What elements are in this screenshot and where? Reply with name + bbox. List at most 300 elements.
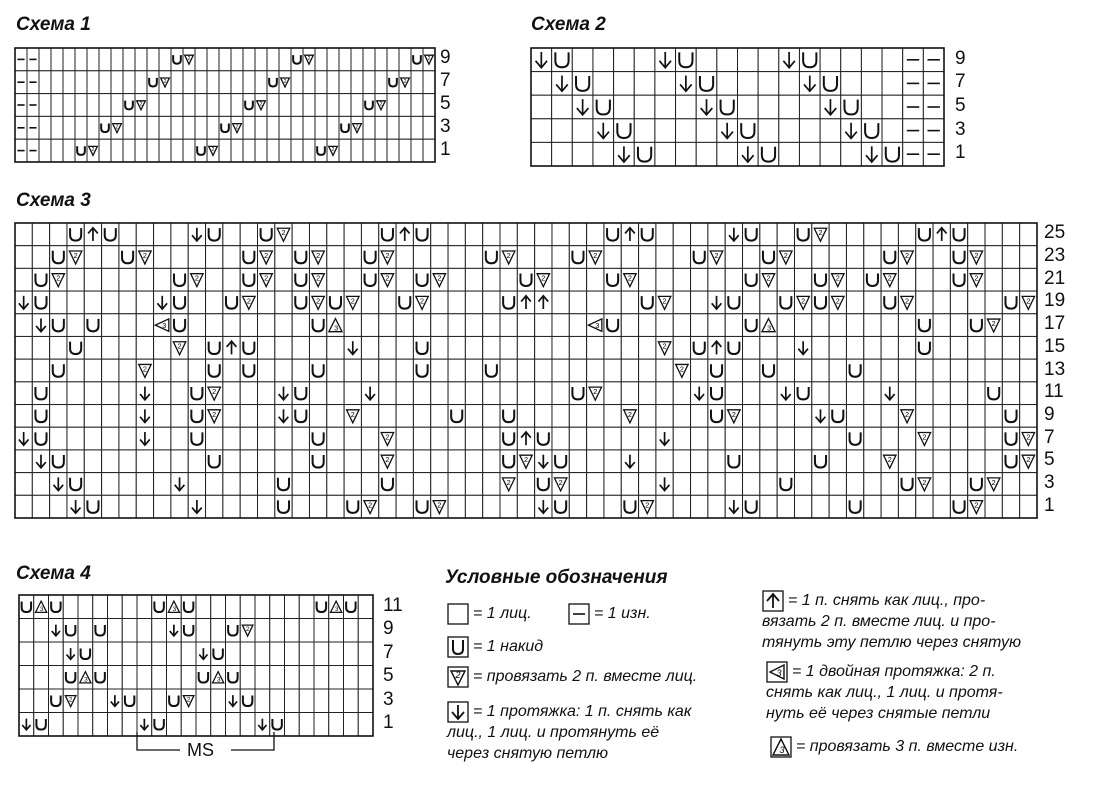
grid-cell (15, 450, 32, 473)
grid-cell (448, 382, 465, 405)
grid-cell (517, 495, 534, 518)
grid-cell (812, 359, 829, 382)
grid-cell (75, 48, 87, 71)
grid-cell (587, 291, 604, 314)
grid-cell (15, 405, 32, 428)
grid-cell (846, 473, 863, 496)
ms-label: MS (187, 740, 214, 760)
grid-cell (673, 405, 690, 428)
grid-cell (171, 223, 188, 246)
grid-cell (846, 223, 863, 246)
svg-text:2: 2 (385, 455, 390, 465)
row-number: 1 (1044, 494, 1055, 516)
grid-cell (379, 495, 396, 518)
grid-cell (361, 450, 378, 473)
row-number: 13 (1044, 358, 1066, 380)
grid-cell (396, 473, 413, 496)
grid-cell (19, 689, 34, 713)
grid-cell (760, 382, 777, 405)
svg-text:2: 2 (627, 273, 632, 283)
grid-cell (50, 223, 67, 246)
grid-cell (656, 382, 673, 405)
svg-text:2: 2 (887, 273, 892, 283)
grid-cell (758, 72, 779, 96)
grid-cell (483, 336, 500, 359)
svg-text:2: 2 (645, 500, 650, 510)
grid-cell (673, 268, 690, 291)
grid-cell (159, 94, 171, 117)
grid-cell (122, 619, 137, 643)
svg-text:2: 2 (593, 250, 598, 260)
grid-cell (829, 473, 846, 496)
grid-cell (167, 666, 182, 690)
grid-cell (593, 48, 614, 72)
grid-cell (399, 116, 411, 139)
grid-cell (102, 473, 119, 496)
row-number: 19 (1044, 290, 1066, 312)
grid-cell (327, 359, 344, 382)
grid-cell (387, 139, 399, 162)
grid-cell (279, 48, 291, 71)
grid-cell (291, 71, 303, 94)
grid-cell (195, 116, 207, 139)
grid-cell (136, 473, 153, 496)
row-number: 3 (955, 118, 966, 140)
grid-cell (309, 473, 326, 496)
grid-cell (535, 405, 552, 428)
grid-cell (448, 473, 465, 496)
grid-cell (691, 291, 708, 314)
grid-cell (219, 71, 231, 94)
grid-cell (136, 314, 153, 337)
grid-cell (673, 473, 690, 496)
grid-cell (108, 642, 123, 666)
grid-cell (655, 142, 676, 166)
grid-cell (552, 427, 569, 450)
grid-cell (933, 336, 950, 359)
grid-cell (777, 314, 794, 337)
row-number: 17 (1044, 313, 1066, 335)
grid-cell (552, 405, 569, 428)
grid-cell (154, 359, 171, 382)
grid-cell (93, 642, 108, 666)
grid-cell (181, 666, 196, 690)
grid-cell (552, 142, 573, 166)
grid-cell (569, 268, 586, 291)
grid-cell (950, 427, 967, 450)
grid-cell (159, 48, 171, 71)
grid-cell (122, 642, 137, 666)
grid-cell (63, 713, 78, 737)
grid-cell (63, 595, 78, 619)
knit-two-together-icon (447, 666, 469, 688)
grid-cell (535, 314, 552, 337)
grid-cell (846, 246, 863, 269)
grid-cell (535, 359, 552, 382)
grid-cell (708, 473, 725, 496)
grid-cell (258, 291, 275, 314)
grid-cell (314, 689, 329, 713)
grid-cell (147, 48, 159, 71)
grid-cell (327, 116, 339, 139)
grid-cell (1020, 246, 1037, 269)
row-number: 9 (383, 618, 394, 640)
grid-cell (159, 116, 171, 139)
grid-cell (758, 119, 779, 143)
grid-cell (933, 495, 950, 518)
grid-cell (327, 71, 339, 94)
grid-cell (243, 48, 255, 71)
grid-cell (593, 142, 614, 166)
grid-cell (361, 314, 378, 337)
grid-cell (171, 116, 183, 139)
grid-cell (861, 95, 882, 119)
grid-cell (794, 495, 811, 518)
grid-cell (314, 666, 329, 690)
scheme-4-grid (18, 594, 374, 737)
grid-cell (49, 666, 64, 690)
grid-cell (379, 336, 396, 359)
grid-cell (188, 473, 205, 496)
grid-cell (135, 71, 147, 94)
legend-yo-text: = 1 накид (473, 638, 544, 655)
grid-cell (794, 473, 811, 496)
grid-cell (152, 619, 167, 643)
grid-cell (137, 689, 152, 713)
grid-cell (655, 95, 676, 119)
grid-cell (375, 139, 387, 162)
grid-cell (50, 382, 67, 405)
grid-cell (950, 473, 967, 496)
grid-cell (1020, 495, 1037, 518)
grid-cell (846, 291, 863, 314)
row-number: 3 (383, 688, 394, 710)
grid-cell (32, 223, 49, 246)
grid-cell (344, 450, 361, 473)
grid-cell (587, 473, 604, 496)
grid-cell (314, 642, 329, 666)
grid-cell (794, 405, 811, 428)
grid-cell (358, 619, 373, 643)
grid-cell (196, 595, 211, 619)
grid-cell (67, 450, 84, 473)
grid-cell (119, 495, 136, 518)
grid-cell (363, 48, 375, 71)
grid-cell (604, 382, 621, 405)
grid-cell (396, 405, 413, 428)
grid-cell (569, 473, 586, 496)
svg-text:2: 2 (679, 364, 684, 374)
grid-cell (465, 382, 482, 405)
grid-cell (206, 291, 223, 314)
grid-cell (279, 116, 291, 139)
grid-cell (135, 139, 147, 162)
grid-cell (448, 291, 465, 314)
grid-cell (78, 595, 93, 619)
grid-cell (465, 268, 482, 291)
grid-cell (448, 450, 465, 473)
grid-cell (32, 359, 49, 382)
svg-text:2: 2 (991, 477, 996, 487)
grid-cell (656, 223, 673, 246)
grid-cell (285, 713, 300, 737)
grid-cell (207, 94, 219, 117)
grid-cell (111, 94, 123, 117)
grid-cell (329, 666, 344, 690)
svg-text:2: 2 (142, 364, 147, 374)
grid-cell (67, 268, 84, 291)
grid-cell (673, 450, 690, 473)
grid-cell (255, 48, 267, 71)
grid-cell (154, 495, 171, 518)
purl-icon (568, 603, 590, 625)
grid-cell (794, 427, 811, 450)
grid-cell (431, 450, 448, 473)
grid-cell (552, 95, 573, 119)
grid-cell (587, 359, 604, 382)
grid-cell (552, 268, 569, 291)
svg-text:2: 2 (1026, 296, 1031, 306)
grid-cell (812, 314, 829, 337)
grid-cell (327, 427, 344, 450)
grid-cell (500, 382, 517, 405)
grid-cell (375, 116, 387, 139)
grid-cell (950, 405, 967, 428)
grid-cell (882, 72, 903, 96)
grid-cell (396, 314, 413, 337)
grid-cell (950, 314, 967, 337)
grid-cell (725, 382, 742, 405)
svg-text:2: 2 (307, 56, 311, 62)
svg-text:2: 2 (974, 273, 979, 283)
grid-cell (411, 116, 423, 139)
grid-cell (708, 495, 725, 518)
grid-cell (231, 48, 243, 71)
svg-text:2: 2 (68, 696, 73, 704)
svg-text:2: 2 (662, 341, 667, 351)
grid-cell (639, 427, 656, 450)
svg-text:2: 2 (187, 56, 191, 62)
grid-cell (275, 314, 292, 337)
grid-cell (154, 405, 171, 428)
grid-cell (465, 473, 482, 496)
grid-cell (898, 450, 915, 473)
grid-cell (968, 427, 985, 450)
svg-text:2: 2 (177, 341, 182, 351)
grid-cell (303, 94, 315, 117)
grid-cell (500, 336, 517, 359)
grid-cell (604, 427, 621, 450)
grid-cell (760, 450, 777, 473)
grid-cell (861, 72, 882, 96)
grid-cell (32, 336, 49, 359)
grid-cell (275, 450, 292, 473)
grid-cell (985, 336, 1002, 359)
grid-cell (985, 427, 1002, 450)
svg-text:2: 2 (235, 124, 239, 131)
grid-cell (19, 642, 34, 666)
grid-cell (358, 666, 373, 690)
row-number: 5 (440, 93, 451, 114)
grid-cell (181, 642, 196, 666)
grid-cell (243, 139, 255, 162)
svg-text:2: 2 (1026, 455, 1031, 465)
grid-cell (738, 72, 759, 96)
grid-cell (344, 382, 361, 405)
grid-cell (123, 116, 135, 139)
grid-cell (760, 223, 777, 246)
grid-cell (448, 336, 465, 359)
grid-cell (299, 713, 314, 737)
grid-cell (968, 336, 985, 359)
grid-cell (777, 450, 794, 473)
grid-cell (881, 405, 898, 428)
grid-cell (431, 359, 448, 382)
grid-cell (171, 405, 188, 428)
grid-cell (351, 139, 363, 162)
svg-text:2: 2 (316, 273, 321, 283)
grid-cell (292, 314, 309, 337)
grid-cell (413, 450, 430, 473)
grid-cell (223, 495, 240, 518)
grid-cell (84, 450, 101, 473)
svg-text:2: 2 (593, 387, 598, 397)
grid-cell (171, 495, 188, 518)
grid-cell (933, 246, 950, 269)
grid-cell (431, 473, 448, 496)
grid-cell (758, 48, 779, 72)
grid-cell (67, 405, 84, 428)
grid-cell (552, 314, 569, 337)
grid-cell (358, 595, 373, 619)
grid-cell (207, 48, 219, 71)
grid-cell (846, 382, 863, 405)
grid-cell (777, 223, 794, 246)
grid-cell (240, 595, 255, 619)
svg-text:2: 2 (194, 273, 199, 283)
svg-text:2: 2 (331, 147, 335, 154)
row-number: 5 (383, 665, 394, 687)
grid-cell (223, 427, 240, 450)
row-number: 5 (1044, 449, 1055, 471)
grid-cell (500, 314, 517, 337)
grid-cell (587, 405, 604, 428)
grid-cell (327, 450, 344, 473)
grid-cell (93, 595, 108, 619)
grid-cell (916, 246, 933, 269)
grid-cell (396, 382, 413, 405)
grid-cell (119, 336, 136, 359)
grid-cell (696, 48, 717, 72)
grid-cell (15, 268, 32, 291)
grid-cell (1002, 268, 1019, 291)
grid-cell (864, 359, 881, 382)
grid-cell (587, 268, 604, 291)
grid-cell (500, 495, 517, 518)
grid-cell (226, 595, 241, 619)
grid-cell (531, 95, 552, 119)
grid-cell (63, 139, 75, 162)
grid-cell (171, 359, 188, 382)
svg-text:2: 2 (350, 409, 355, 419)
grid-cell (968, 291, 985, 314)
row-number: 5 (955, 95, 966, 116)
grid-cell (63, 71, 75, 94)
grid-cell (327, 473, 344, 496)
grid-cell (673, 382, 690, 405)
grid-cell (63, 48, 75, 71)
grid-cell (968, 223, 985, 246)
grid-cell (587, 427, 604, 450)
svg-text:3: 3 (334, 323, 339, 333)
grid-cell (292, 427, 309, 450)
svg-text:2: 2 (455, 670, 461, 680)
grid-cell (691, 223, 708, 246)
grid-cell (569, 427, 586, 450)
grid-cell (1020, 473, 1037, 496)
grid-cell (19, 619, 34, 643)
grid-cell (119, 450, 136, 473)
grid-cell (34, 689, 49, 713)
grid-cell (211, 689, 226, 713)
grid-cell (898, 359, 915, 382)
grid-cell (188, 291, 205, 314)
grid-cell (696, 142, 717, 166)
svg-text:2: 2 (835, 273, 840, 283)
svg-text:2: 2 (905, 409, 910, 419)
grid-cell (656, 450, 673, 473)
grid-cell (898, 314, 915, 337)
grid-cell (517, 382, 534, 405)
grid-cell (84, 427, 101, 450)
grid-cell (292, 495, 309, 518)
grid-cell (50, 427, 67, 450)
grid-cell (483, 268, 500, 291)
grid-cell (329, 689, 344, 713)
svg-text:2: 2 (368, 500, 373, 510)
grid-cell (552, 336, 569, 359)
grid-cell (465, 450, 482, 473)
grid-cell (743, 473, 760, 496)
scheme-4-title: Схема 4 (16, 563, 91, 584)
legend-skp-line2: лиц., 1 лиц. и протянуть её (447, 724, 660, 741)
grid-cell (448, 359, 465, 382)
grid-cell (267, 48, 279, 71)
grid-cell (358, 642, 373, 666)
grid-cell (188, 314, 205, 337)
grid-cell (329, 619, 344, 643)
grid-cell (812, 495, 829, 518)
grid-cell (361, 473, 378, 496)
grid-cell (1020, 382, 1037, 405)
grid-cell (820, 142, 841, 166)
grid-cell (223, 450, 240, 473)
grid-cell (604, 336, 621, 359)
grid-cell (51, 94, 63, 117)
grid-cell (794, 450, 811, 473)
grid-cell (361, 291, 378, 314)
svg-text:3: 3 (767, 323, 772, 333)
grid-cell (483, 314, 500, 337)
grid-cell (119, 291, 136, 314)
grid-cell (593, 72, 614, 96)
grid-cell (240, 666, 255, 690)
grid-cell (950, 336, 967, 359)
svg-text:2: 2 (506, 477, 511, 487)
grid-cell (78, 619, 93, 643)
grid-cell (315, 71, 327, 94)
grid-cell (188, 246, 205, 269)
